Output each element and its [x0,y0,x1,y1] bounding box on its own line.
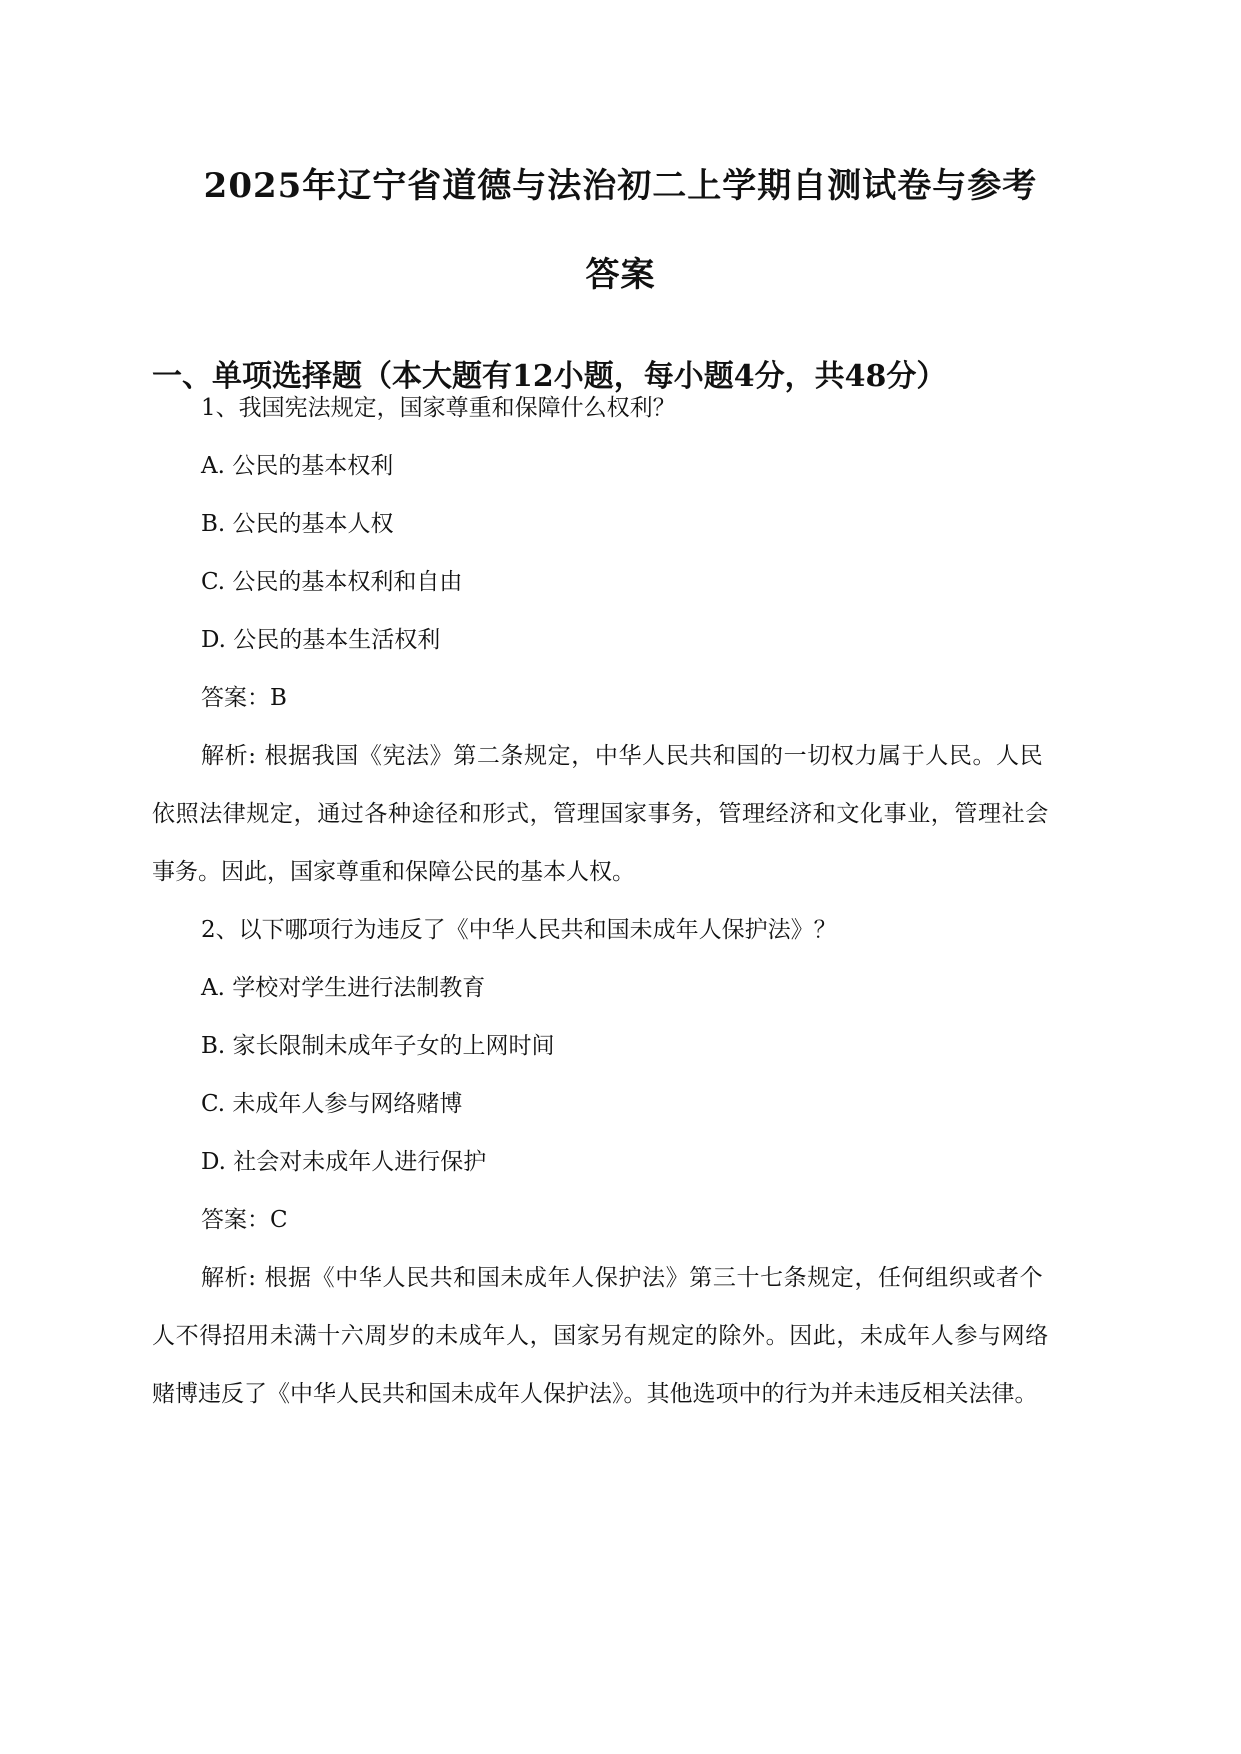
question-2-analysis-line-2: 人不得招用未满十六周岁的未成年人，国家另有规定的除外。因此，未成年人参与网络 [152,1323,1049,1349]
question-2-option-c: C. 未成年人参与网络赌博 [201,1091,463,1117]
question-1-analysis-line-3: 事务。因此，国家尊重和保障公民的基本人权。 [152,859,635,885]
question-2-option-d: D. 社会对未成年人进行保护 [201,1149,487,1175]
question-1-option-c: C. 公民的基本权利和自由 [201,569,463,595]
question-1-analysis-line-2: 依照法律规定，通过各种途径和形式，管理国家事务，管理经济和文化事业，管理社会 [152,801,1049,827]
question-2-option-a: A. 学校对学生进行法制教育 [201,975,486,1001]
document-title-line-2: 答案 [585,255,656,295]
document-title-line-1: 2025年辽宁省道德与法治初二上学期自测试卷与参考 [203,166,1038,206]
question-1-option-a: A. 公民的基本权利 [201,453,394,479]
question-2-analysis-line-1: 解析: 根据《中华人民共和国未成年人保护法》第三十七条规定，任何组织或者个 [201,1265,1044,1291]
question-2-option-b: B. 家长限制未成年子女的上网时间 [201,1033,555,1059]
question-1-stem: 1、我国宪法规定，国家尊重和保障什么权利？ [201,395,676,421]
question-1-answer: 答案：B [201,685,287,711]
question-1-analysis-line-1: 解析: 根据我国《宪法》第二条规定，中华人民共和国的一切权力属于人民。人民 [201,743,1044,769]
question-1-option-b: B. 公民的基本人权 [201,511,394,537]
question-2-analysis-line-3: 赌博违反了《中华人民共和国未成年人保护法》。其他选项中的行为并未违反相关法律。 [152,1381,1038,1407]
question-2-stem: 2、以下哪项行为违反了《中华人民共和国未成年人保护法》？ [201,917,837,943]
question-2-answer: 答案：C [201,1207,288,1233]
section-heading: 一、单项选择题（本大题有12小题，每小题4分，共48分） [152,359,947,394]
question-1-option-d: D. 公民的基本生活权利 [201,627,441,653]
